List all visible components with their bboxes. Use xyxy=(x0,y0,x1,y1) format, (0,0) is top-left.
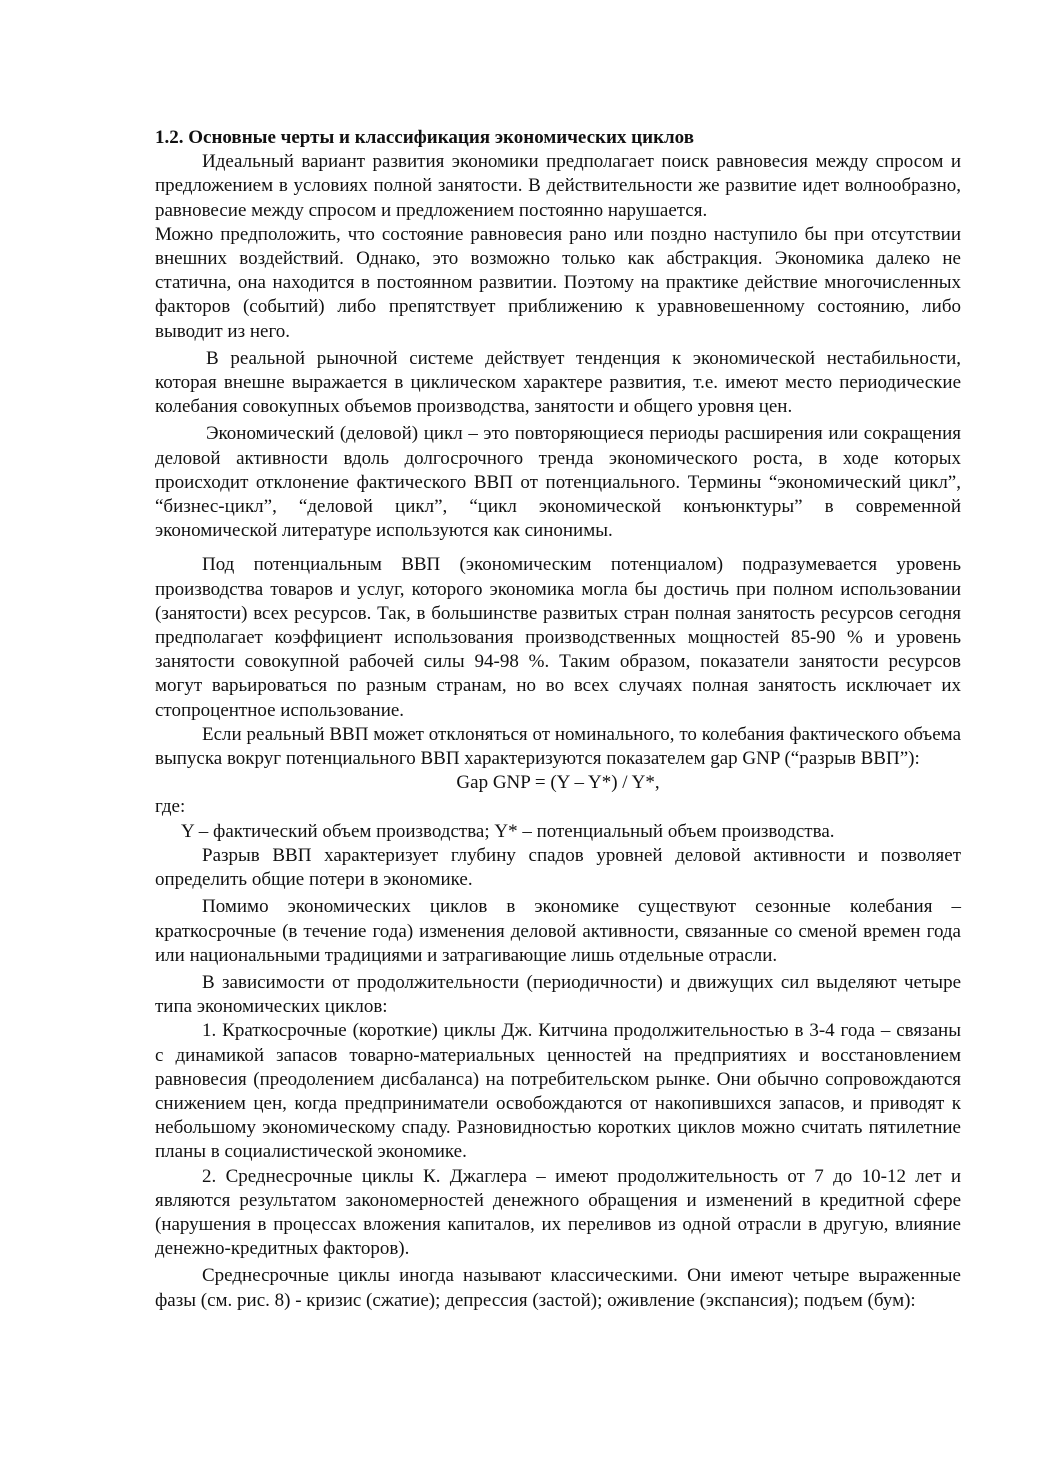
paragraph-ideal-economy: Идеальный вариант развития экономики предполагает поиск равновесия между спросом и предложением в условиях полной занятости. В действительности же развитие идет волнообразно, равновесие между спросом и предложением постоянно нарушается. xyxy=(155,151,961,221)
paragraph-gap-meaning: Разрыв ВВП характеризует глубину спадов уровней деловой активности и позволяет определить общие потери в экономике. xyxy=(155,844,961,891)
paragraph-classic-cycle-phases: Среднесрочные циклы иногда называют классическими. Они имеют четыре выраженные фазы (см. рис. 8) - кризис (сжатие); депрессия (застой); оживление (экспансия); подъем (бум): xyxy=(155,1265,961,1311)
paragraph-kitchin-cycles: 1. Краткосрочные (короткие) циклы Дж. Китчина продолжительностью в 3-4 года – связаны с динамикой запасов товарно-материальных ценностей на предприятиях и восстановлением равновесия (преодолением дисбаланса) на потребительском рынке. Они обычно сопровождаются снижением цен, когда предприниматели освобождаются от накопившихся запасов, и приводят к небольшому экономическому спаду. Разновидностью коротких циклов можно считать пятилетние планы в социалистической экономике. xyxy=(155,1020,961,1163)
gap-gnp-formula: Gap GNP = (Y – Y*) / Y*, xyxy=(456,772,660,794)
paragraph-cycle-types-intro: В зависимости от продолжительности (периодичности) и движущих сил выделяют четыре типа экономических циклов: xyxy=(155,971,961,1018)
formula-definitions: Y – фактический объем производства; Y* – потенциальный объем производства. xyxy=(181,820,835,842)
paragraph-potential-gdp: Под потенциальным ВВП (экономическим потенциалом) подразумевается уровень производства товаров и услуг, которого экономика могла бы достичь при полном использовании (занятости) всех ресурсов. Так, в большинстве развитых стран полная занятость ресурсов сегодня предполагает коэффициент использования производственных мощностей 85-90 % и уровень занятости совокупной рабочей силы 94-98 %. Таким образом, показатели занятости ресурсов могут варьироваться по разным странам, но во всех случаях полная занятость исключает их стопроцентное использование. xyxy=(155,554,961,721)
paragraph-instability: В реальной рыночной системе действует тенденция к экономической нестабильности, которая внешне выражается в циклическом характере развития, т.е. имеют место периодические колебания совокупных объемов производства, занятости и общего уровня цен. xyxy=(155,347,961,418)
paragraph-gdp-gap: Если реальный ВВП может отклоняться от номинального, то колебания фактического объема выпуска вокруг потенциального ВВП характеризуются показателем gap GNP (“разрыв ВВП”): xyxy=(155,723,961,770)
section-heading: 1.2. Основные черты и классификация экономических циклов xyxy=(155,127,694,148)
paragraph-juglar-cycles: 2. Среднесрочные циклы К. Джаглера – имеют продолжительность от 7 до 10-12 лет и являются результатом закономерностей денежного обращения и изменений в кредитной сфере (нарушения в процессах вложения капиталов, их переливов из одной отрасли в другую, влияние денежно-кредитных факторов). xyxy=(155,1165,961,1260)
formula-where: где: xyxy=(155,796,186,818)
paragraph-seasonal-fluctuations: Помимо экономических циклов в экономике существуют сезонные колебания – краткосрочные (в течение года) изменения деловой активности, связанные со сменой времен года или национальными традициями и затрагивающие лишь отдельные отрасли. xyxy=(155,896,961,966)
paragraph-equilibrium: Можно предположить, что состояние равновесия рано или поздно наступило бы при отсутствии внешних воздействий. Однако, это возможно только как абстракция. Экономика далеко не статична, она находится в постоянном развитии. Поэтому на практике действие многочисленных факторов (событий) либо препятствует приближению к уравновешенному состоянию, либо выводит из него. xyxy=(155,223,961,342)
document-page xyxy=(155,126,961,1313)
paragraph-business-cycle-definition: Экономический (деловой) цикл – это повторяющиеся периоды расширения или сокращения деловой активности вдоль долгосрочного тренда экономического роста, в ходе которых происходит отклонение фактического ВВП от потенциального. Термины “экономический цикл”, “бизнес-цикл”, “деловой цикл”, “цикл экономической конъюнктуры” в современной экономической литературе используются как синонимы. xyxy=(155,423,961,542)
